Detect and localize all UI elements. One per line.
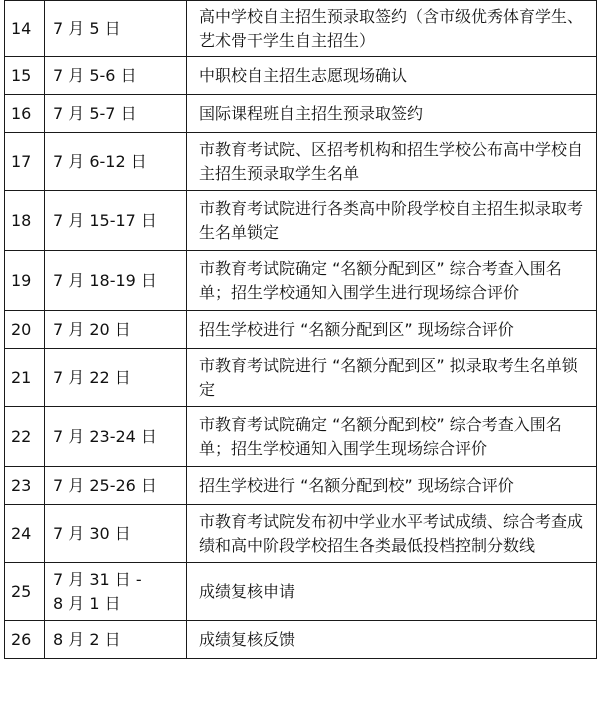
row-date-text: 7 月 22 日 xyxy=(53,367,131,387)
row-item: 中职校自主招生志愿现场确认 xyxy=(187,57,597,95)
row-date-text: 7 月 5 日 xyxy=(53,18,121,38)
row-number: 14 xyxy=(5,1,45,57)
table-row xyxy=(5,621,597,659)
row-date-text: 7 月 23-24 日 xyxy=(53,426,157,446)
table-row xyxy=(5,1,597,57)
row-date-text: 7 月 31 日 - xyxy=(53,569,142,589)
table-row xyxy=(5,563,597,621)
row-date xyxy=(45,1,187,57)
row-number: 20 xyxy=(5,311,45,349)
row-item: 成绩复核申请 xyxy=(187,563,597,621)
table-row xyxy=(5,133,597,191)
row-date xyxy=(45,467,187,505)
row-number: 17 xyxy=(5,133,45,191)
row-date-text: 8 月 2 日 xyxy=(53,629,121,649)
row-date-text: 7 月 25-26 日 xyxy=(53,475,157,495)
row-number: 23 xyxy=(5,467,45,505)
row-number: 19 xyxy=(5,251,45,311)
table-row xyxy=(5,311,597,349)
admissions-schedule-table xyxy=(4,0,597,659)
row-date xyxy=(45,349,187,407)
table-row xyxy=(5,349,597,407)
row-date xyxy=(45,505,187,563)
row-item: 市教育考试院、区招考机构和招生学校公布高中学校自主招生预录取学生名单 xyxy=(187,133,597,191)
row-date-text: 7 月 5-6 日 xyxy=(53,65,137,85)
row-item: 招生学校进行 “名额分配到校” 现场综合评价 xyxy=(187,467,597,505)
row-date xyxy=(45,57,187,95)
row-item: 国际课程班自主招生预录取签约 xyxy=(187,95,597,133)
row-item: 招生学校进行 “名额分配到区” 现场综合评价 xyxy=(187,311,597,349)
row-date xyxy=(45,251,187,311)
row-date-text: 7 月 15-17 日 xyxy=(53,210,157,230)
table-row xyxy=(5,191,597,251)
row-date-text: 7 月 6-12 日 xyxy=(53,151,147,171)
row-date-text: 7 月 18-19 日 xyxy=(53,270,157,290)
row-date-text: 7 月 20 日 xyxy=(53,319,131,339)
row-number: 24 xyxy=(5,505,45,563)
row-item: 高中学校自主招生预录取签约（含市级优秀体育学生、艺术骨干学生自主招生） xyxy=(187,1,597,57)
row-number: 25 xyxy=(5,563,45,621)
table-row xyxy=(5,95,597,133)
row-item: 市教育考试院发布初中学业水平考试成绩、综合考查成绩和高中阶段学校招生各类最低投档控制分数线 xyxy=(187,505,597,563)
row-item: 市教育考试院进行 “名额分配到区” 拟录取考生名单锁定 xyxy=(187,349,597,407)
row-item: 市教育考试院确定 “名额分配到校” 综合考查入围名单；招生学校通知入围学生现场综合评价 xyxy=(187,407,597,467)
row-number: 16 xyxy=(5,95,45,133)
row-date-text: 8 月 1 日 xyxy=(53,593,121,613)
row-number: 18 xyxy=(5,191,45,251)
row-date xyxy=(45,621,187,659)
row-date xyxy=(45,563,187,621)
row-date xyxy=(45,95,187,133)
row-number: 15 xyxy=(5,57,45,95)
row-date xyxy=(45,407,187,467)
row-number: 22 xyxy=(5,407,45,467)
table-row xyxy=(5,251,597,311)
table-row xyxy=(5,505,597,563)
row-item: 成绩复核反馈 xyxy=(187,621,597,659)
table-row xyxy=(5,407,597,467)
row-item: 市教育考试院确定 “名额分配到区” 综合考查入围名单；招生学校通知入围学生进行现场综合评价 xyxy=(187,251,597,311)
row-date-text: 7 月 30 日 xyxy=(53,523,131,543)
row-date-text: 7 月 5-7 日 xyxy=(53,103,137,123)
table-row xyxy=(5,57,597,95)
row-number: 21 xyxy=(5,349,45,407)
row-date xyxy=(45,133,187,191)
row-date xyxy=(45,311,187,349)
row-item: 市教育考试院进行各类高中阶段学校自主招生拟录取考生名单锁定 xyxy=(187,191,597,251)
row-number: 26 xyxy=(5,621,45,659)
row-date xyxy=(45,191,187,251)
table-row xyxy=(5,467,597,505)
